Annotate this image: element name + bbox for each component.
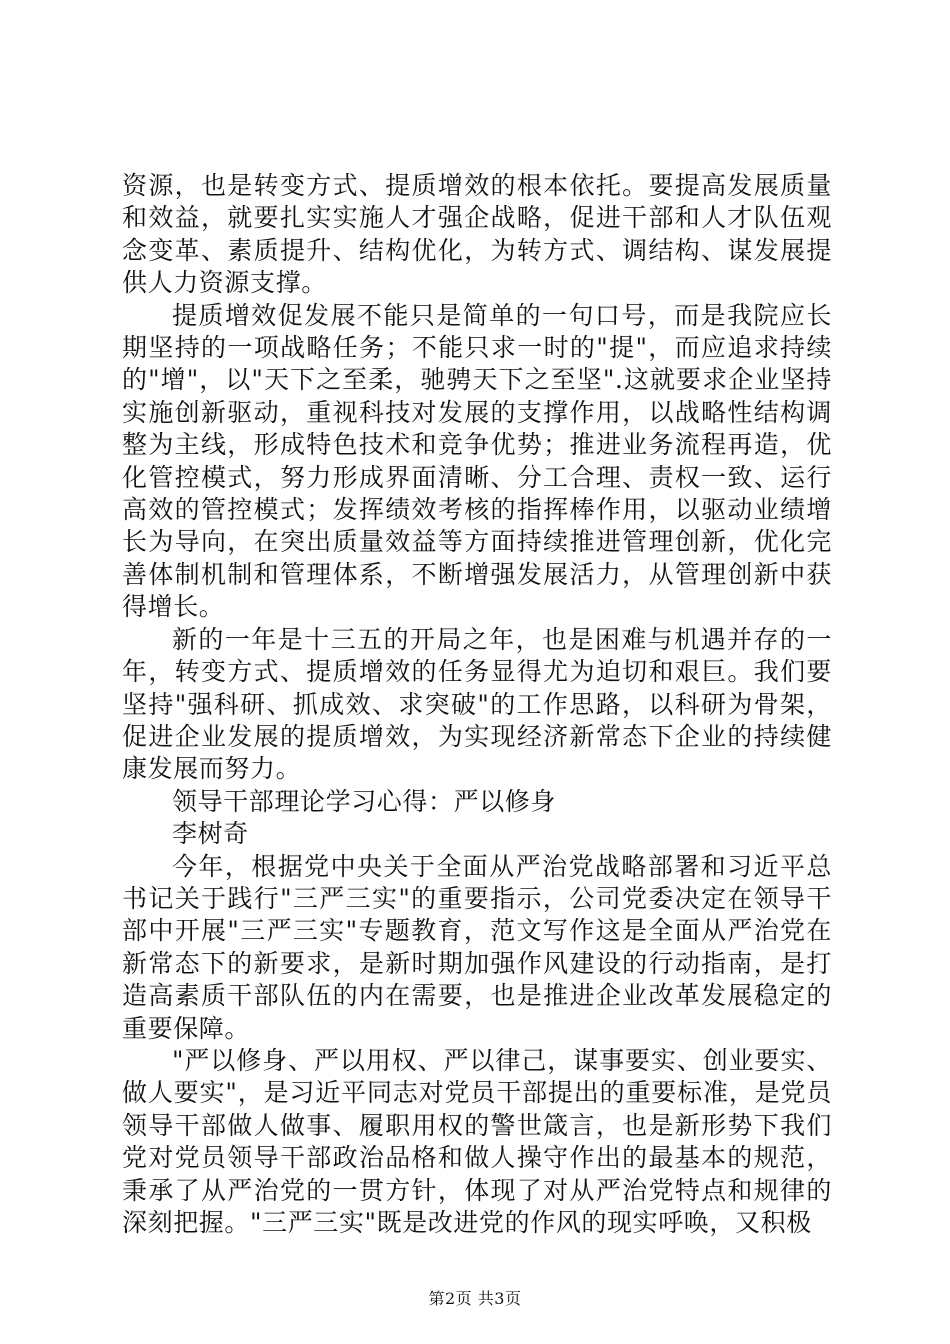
paragraph-continuation: 资源，也是转变方式、提质增效的根本依托。要提高发展质量和效益，就要扎实实施人才强企战略，促进干部和人才队伍观念变革、素质提升、结构优化，为转方式、调结构、谋发展提供人力资源支撑。 xyxy=(122,171,832,298)
page-footer: 第2页 共3页 xyxy=(428,1289,522,1308)
document-body xyxy=(122,170,832,1239)
paragraph-quality-efficiency: 提质增效促发展不能只是简单的一句口号，而是我院应长期坚持的一项战略任务；不能只求一时的"提"，而应追求持续的"增"，以"天下之至柔，驰骋天下之至坚".这就要求企业坚持实施创新驱动，重视科技对发展的支撑作用，以战略性结构调整为主线，形成特色技术和竞争优势；推进业务流程再造，优化管控模式，努力形成界面清晰、分工合理、责权一致、运行高效的管控模式；发挥绩效考核的指挥棒作用，以驱动业绩增长为导向，在突出质量效益等方面持续推进管理创新，优化完善体制机制和管理体系，不断增强发展活力，从管理创新中获得增长。 xyxy=(122,300,832,622)
author-name: 李树奇 xyxy=(172,819,249,849)
paragraph-three-stricts: "严以修身、严以用权、严以律己，谋事要实、创业要实、做人要实"，是习近平同志对党员干部提出的重要标准，是党员领导干部做人做事、履职用权的警世箴言，也是新形势下我们党对党员领导干部政治品格和做人操守作出的最基本的规范，秉承了从严治党的一贯方针，体现了对从严治党特点和规律的深刻把握。"三严三实"既是改进党的作风的现实呼唤，又积极 xyxy=(122,1045,832,1237)
section-title: 领导干部理论学习心得：严以修身 xyxy=(172,786,557,816)
paragraph-new-year: 新的一年是十三五的开局之年，也是困难与机遇并存的一年，转变方式、提质增效的任务显得尤为迫切和艰巨。我们要坚持"强科研、抓成效、求突破"的工作思路，以科研为骨架，促进企业发展的提质增效，为实现经济新常态下企业的持续健康发展而努力。 xyxy=(122,624,832,784)
paragraph-this-year: 今年，根据党中央关于全面从严治党战略部署和习近平总书记关于践行"三严三实"的重要指示，公司党委决定在领导干部中开展"三严三实"专题教育，范文写作这是全面从严治党在新常态下的新要求，是新时期加强作风建设的行动指南，是打造高素质干部队伍的内在需要，也是推进企业改革发展稳定的重要保障。 xyxy=(122,851,832,1043)
